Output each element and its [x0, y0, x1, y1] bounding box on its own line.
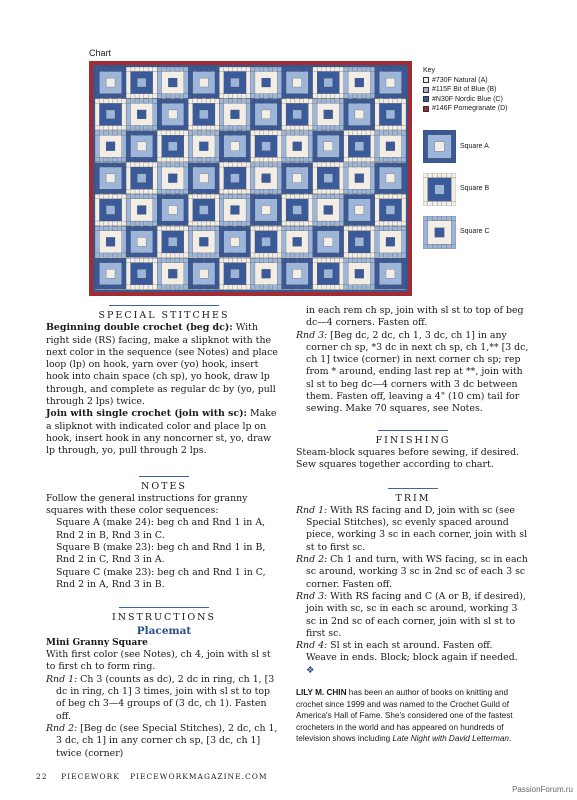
swatch-b: [423, 87, 429, 93]
rnd1-para: Rnd 1: Ch 3 (counts as dc), 2 dc in ring, ch 1, [3 dc in ring, ch 1] 3 times, join with sl st to top of beg ch 3—4 groups of (3 dc, ch 1). Fasten off.: [46, 673, 275, 722]
swatch-a: [423, 77, 429, 83]
finishing-text: Steam-block squares before sewing, if desired. Sew squares together according to chart.: [296, 446, 520, 471]
square-a-label: Square A: [460, 143, 489, 150]
end-ornament-icon: ❖: [306, 664, 315, 676]
author-bio: LILY M. CHIN has been an author of books on knitting and crochet since 1999 and was named to the Crochet Guild of America's Hall of Fame. She's considered one of the fastest crocheters in the world and has appeared on hundreds of television shows including Late Night with David Letterman.: [296, 688, 513, 744]
square-c-label: Square C: [460, 228, 490, 235]
note-c: Square C (make 23): beg ch and Rnd 1 in C, Rnd 2 in A, Rnd 3 in B.: [56, 566, 266, 590]
placemat-heading: Placemat: [136, 624, 192, 637]
notes-heading: NOTES: [141, 480, 187, 492]
trim-rnd2: Rnd 2: Ch 1 and turn, with WS facing, sc in each sc around, working 3 sc in 2nd sc of each 3 sc corner. Fasten off.: [296, 554, 528, 590]
square-b-sample: [423, 173, 456, 206]
key-item: #730F Natural (A): [423, 76, 507, 86]
left-column: [46, 305, 282, 760]
watermark: PassionForum.ru: [512, 785, 573, 794]
instructions-heading: INSTRUCTIONS: [111, 612, 217, 624]
swatch-c: [423, 96, 429, 102]
notes-intro: Follow the general instructions for granny squares with these color sequences:: [46, 492, 248, 517]
mini-granny-heading: Mini Granny Square: [46, 637, 148, 648]
chart-key: [423, 66, 507, 114]
weave-text: Weave in ends. Block; block again if needed. ❖: [306, 652, 518, 676]
page-footer: [36, 772, 268, 781]
magazine-name: PIECEWORK: [61, 772, 120, 781]
key-title: Key: [423, 67, 436, 74]
trim-rnd1: Rnd 1: With RS facing and D, join with sc (see Special Stitches), sc evenly spaced around piece, working 3 sc in each corner, join with sl st to first sc.: [296, 504, 528, 553]
mini-text: With first color (see Notes), ch 4, join with sl st to first ch to form ring.: [46, 649, 271, 673]
rnd2-cont: in each rem ch sp, join with sl st to top of beg dc—4 corners. Fasten off.: [306, 305, 524, 329]
rnd3-para: Rnd 3: [Beg dc, 2 dc, ch 1, 3 dc, ch 1] in any corner ch sp, *3 dc in next ch sp, ch 1,** [3 dc, ch 1] twice (corner) in next corner ch sp; rep from * around, ending last rep at **, join with sl st to beg dc—4 corners with 3 dc between them. Fasten off, leaving a 4" (10 cm) tail for sewing. Make 70 squares, see Notes.: [296, 329, 529, 415]
join-para: Join with single crochet (join with sc): Make a slipknot with indicated color and place lp on hook, insert hook in any noncorner st, yo, draw lp through, yo, pull through 2 lps.: [46, 408, 277, 457]
beg-dc-para: Beginning double crochet (beg dc): With right side (RS) facing, make a slipknot with the next color in the sequence (see Notes) and place loop (lp) on hook, yarn over (yo) hook, insert hook into chain space (ch sp), yo hook, draw lp through, and complete as regular dc by (yo, pull through 2 lps) twice.: [46, 322, 278, 408]
chart-title: Chart: [89, 48, 112, 58]
rnd2-para: Rnd 2: [Beg dc (see Special Stitches), 2 dc, ch 1, 3 dc, ch 1] in any corner ch sp, [3 dc, ch 1] twice (corner): [46, 722, 278, 759]
key-item: #N30F Nordic Blue (C): [423, 95, 507, 105]
square-c-sample: [423, 216, 456, 249]
note-a: Square A (make 24): beg ch and Rnd 1 in A, Rnd 2 in B, Rnd 3 in C.: [56, 517, 266, 541]
magazine-url: PIECEWORKMAGAZINE.COM: [130, 772, 268, 781]
square-b-label: Square B: [460, 185, 490, 192]
right-column: [296, 305, 530, 745]
placemat-chart: [89, 61, 412, 296]
note-b: Square B (make 23): beg ch and Rnd 1 in B, Rnd 2 in C, Rnd 3 in A.: [56, 542, 266, 566]
special-stitches-heading: SPECIAL STITCHES: [98, 310, 230, 321]
finishing-heading: FINISHING: [375, 434, 451, 446]
key-item: #115F Bit of Blue (B): [423, 85, 507, 95]
swatch-d: [423, 106, 429, 112]
trim-heading: TRIM: [395, 492, 431, 504]
page-number: 22: [36, 772, 48, 781]
trim-rnd3: Rnd 3: With RS facing and C (A or B, if desired), join with sc, sc in each sc around, working 3 sc in 2nd sc of each corner, join with sl st to first sc.: [296, 590, 526, 639]
square-a-sample: [423, 130, 456, 163]
trim-rnd4: Rnd 4: Sl st in each st around. Fasten off.: [296, 640, 493, 652]
key-item: #146F Pomegranate (D): [423, 104, 507, 114]
